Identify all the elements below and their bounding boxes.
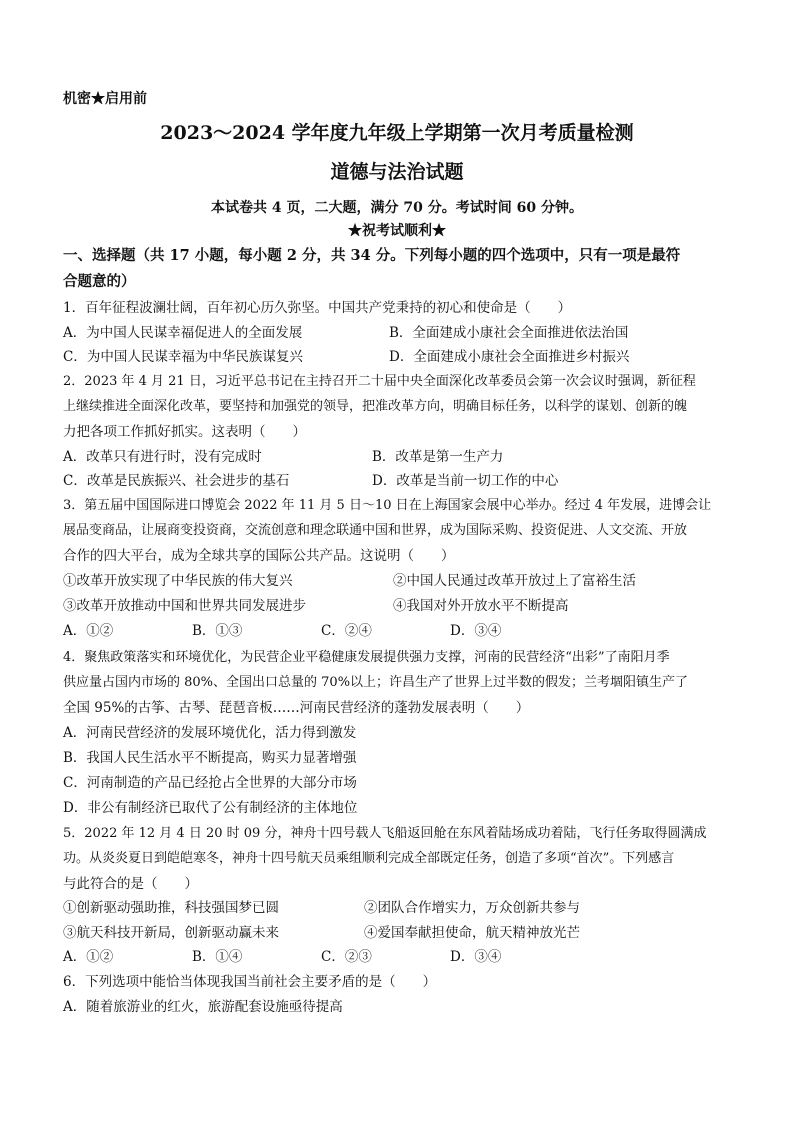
q3-statement-3: ③改革开放推动中国和世界共同发展进步 (63, 598, 306, 614)
good-luck-line: ★祝考试顺利★ (348, 223, 446, 239)
q2-stem-line3: 力把各项工作抓好抓实。这表明（ ） (63, 424, 306, 440)
q5-statement-4: ④爱国奉献担使命，航天精神放光芒 (364, 925, 580, 941)
q3-option-a: A．①② (63, 623, 114, 639)
q2-option-d: D．改革是当前一切工作的中心 (372, 473, 559, 489)
confidential-label: 机密★启用前 (63, 91, 147, 107)
q1-option-b: B．全面建成小康社会全面推进依法治国 (389, 325, 629, 341)
q2-stem-line2: 上继续推进全面深化改革，要坚持和加强党的领导，把准改革方向，明确目标任务，以科学的谋划、创新的魄 (63, 399, 688, 414)
q5-statement-2: ②团队合作增实力，万众创新共参与 (364, 900, 580, 916)
q1-stem: 1．百年征程波澜壮阔，百年初心历久弥坚。中国共产党秉持的初心和使命是（ ） (63, 300, 572, 316)
q3-stem-line1: 3．第五届中国国际进口博览会 2022 年 11 月 5 日～10 日在上海国家会展中心举办。经过 4 年发展，进博会让 (63, 498, 712, 513)
q3-stem-line2: 展品变商品，让展商变投资商，交流创意和理念联通中国和世界，成为国际采购、投资促进、人文交流、开放 (63, 523, 688, 538)
q4-option-d: D．非公有制经济已取代了公有制经济的主体地位 (63, 800, 358, 816)
q5-statement-1: ①创新驱动强助推，科技强国梦已圆 (63, 900, 279, 916)
q3-option-c: C．②④ (321, 623, 372, 639)
q5-stem-line3: 与此符合的是（ ） (63, 876, 198, 892)
q1-option-c: C．为中国人民谋幸福为中华民族谋复兴 (63, 349, 303, 365)
q3-statement-1: ①改革开放实现了中华民族的伟大复兴 (63, 573, 293, 589)
q4-option-b: B．我国人民生活水平不断提高，购买力显著增强 (63, 750, 357, 766)
q3-option-b: B．①③ (192, 623, 243, 639)
q3-statement-2: ②中国人民通过改革开放过上了富裕生活 (393, 573, 636, 589)
q6-option-a: A．随着旅游业的红火，旅游配套设施亟待提高 (63, 999, 343, 1015)
q5-option-c: C．②③ (321, 949, 372, 965)
q1-option-a: A．为中国人民谋幸福促进人的全面发展 (63, 325, 303, 341)
q6-stem: 6．下列选项中能恰当体现我国当前社会主要矛盾的是（ ） (63, 974, 437, 990)
section-heading-line1: 一、选择题（共 17 小题，每小题 2 分，共 34 分。下列每小题的四个选项中，只有一项是最符 (63, 247, 681, 264)
exam-info: 本试卷共 4 页，二大题，满分 70 分。考试时间 60 分钟。 (211, 200, 583, 216)
q5-option-d: D．③④ (450, 949, 502, 965)
q2-option-b: B．改革是第一生产力 (372, 449, 504, 465)
q2-stem-line1: 2．2023 年 4 月 21 日，习近平总书记在主持召开二十届中央全面深化改革委员会第一次会议时强调，新征程 (63, 374, 696, 389)
q5-stem-line1: 5．2022 年 12 月 4 日 20 时 09 分，神舟十四号载人飞船返回舱在东风着陆场成功着陆，飞行任务取得圆满成 (63, 826, 707, 841)
q3-option-d: D．③④ (450, 623, 502, 639)
section-heading-line2: 合题意的） (63, 273, 136, 290)
q4-option-a: A．河南民营经济的发展环境优化，活力得到激发 (63, 725, 357, 741)
q4-stem-line3: 全国 95%的古筝、古琴、琵琶音板……河南民营经济的蓬勃发展表明（ ） (63, 700, 530, 716)
q5-option-a: A．①② (63, 949, 114, 965)
exam-title: 2023～2024 学年度九年级上学期第一次月考质量检测 (160, 122, 634, 144)
q5-stem-line2: 功。从炎炎夏日到皑皑寒冬，神舟十四号航天员乘组顺利完成全部既定任务，创造了多项“首次”。下列感言 (63, 851, 675, 866)
q5-statement-3: ③航天科技开新局，创新驱动赢未来 (63, 925, 279, 941)
q5-option-b: B．①④ (192, 949, 243, 965)
q4-stem-line2: 供应量占国内市场的 80%、全国出口总量的 70%以上；许昌生产了世界上过半数的假发；兰考堌阳镇生产了 (63, 675, 689, 690)
q3-stem-line3: 合作的四大平台，成为全球共享的国际公共产品。这说明（ ） (63, 548, 455, 564)
q1-option-d: D．全面建成小康社会全面推进乡村振兴 (389, 349, 630, 365)
q2-option-c: C．改革是民族振兴、社会进步的基石 (63, 473, 290, 489)
subject-title: 道德与法治试题 (330, 161, 464, 183)
q4-stem-line1: 4．聚焦政策落实和环境优化，为民营企业平稳健康发展提供强力支撑，河南的民营经济“出彩”了南阳月季 (63, 650, 670, 665)
q4-option-c: C．河南制造的产品已经抢占全世界的大部分市场 (63, 775, 357, 791)
q3-statement-4: ④我国对外开放水平不断提高 (393, 598, 569, 614)
q2-option-a: A．改革只有进行时，没有完成时 (63, 449, 262, 465)
